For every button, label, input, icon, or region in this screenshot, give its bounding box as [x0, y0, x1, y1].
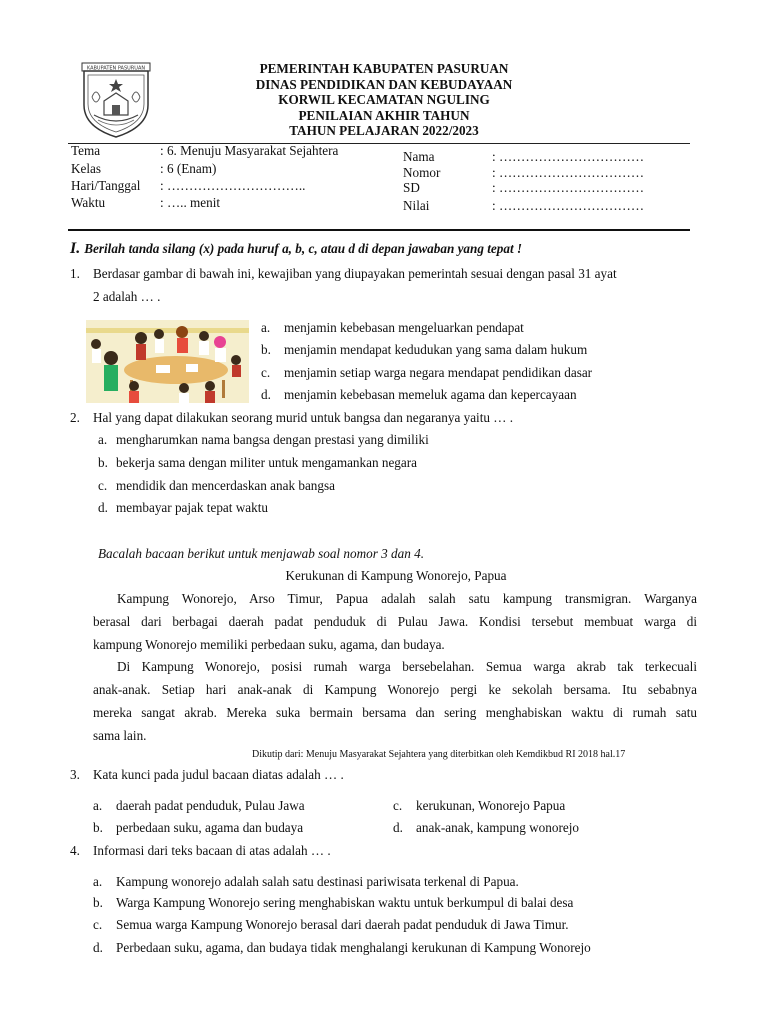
q2-option-d-letter: d.: [98, 500, 108, 515]
q2-option-b-letter: b.: [98, 455, 108, 470]
q4-number: 4.: [70, 843, 80, 858]
school-district-logo: [78, 57, 154, 139]
info-divider: [68, 229, 690, 231]
reading-p2-line-1: Di Kampung Wonorejo, posisi rumah warga bersebelahan. Semua warga akrab tak terkecuali: [117, 659, 697, 674]
q2-option-b: bekerja sama dengan militer untuk mengamankan negara: [116, 455, 417, 470]
q2-option-a: mengharumkan nama bangsa dengan prestasi yang dimiliki: [116, 432, 429, 447]
q3-option-b-letter: b.: [93, 820, 103, 835]
q3-option-c: kerukunan, Wonorejo Papua: [416, 798, 566, 813]
reading-source: Dikutip dari: Menuju Masyarakat Sejahtera yang diterbitkan oleh Kemdikbud RI 2018 hal.17: [252, 749, 626, 760]
header-line-3: KORWIL KECAMATAN NGULING: [278, 92, 490, 107]
reading-p2-line-2: anak-anak. Setiap hari anak-anak di Kampung Wonorejo pergi ke sekolah bersama. Itu sebabnya: [93, 682, 697, 697]
q4-option-c-letter: c.: [93, 917, 103, 932]
q4-option-c: Semua warga Kampung Wonorejo berasal dari daerah padat penduduk di Jawa Timur.: [116, 917, 569, 932]
reading-intro: Bacalah bacaan berikut untuk menjawab soal nomor 3 dan 4.: [98, 546, 424, 561]
info-waktu-label: Waktu: [71, 195, 106, 210]
q4-option-b: Warga Kampung Wonorejo sering menghabiskan waktu untuk berkumpul di balai desa: [116, 895, 574, 910]
info-kelas-value: : 6 (Enam): [160, 161, 217, 176]
info-nama-value: : ……………………………: [492, 149, 645, 164]
reading-p1-line-2: berasal dari berbagai daerah padat penduduk di Pulau Jawa. Kondisi tersebut membuat warga di: [93, 614, 697, 629]
q4-text: Informasi dari teks bacaan di atas adalah … .: [93, 843, 331, 858]
info-nama-label: Nama: [403, 149, 435, 164]
header-line-5: TAHUN PELAJARAN 2022/2023: [289, 123, 479, 138]
info-waktu-value: : ….. menit: [160, 195, 221, 210]
info-tema-value: : 6. Menuju Masyarakat Sejahtera: [160, 143, 339, 158]
info-nilai-label: Nilai: [403, 198, 430, 213]
q3-option-c-letter: c.: [393, 798, 403, 813]
q1-option-c: menjamin setiap warga negara mendapat pendidikan dasar: [284, 365, 593, 380]
header-line-2: DINAS PENDIDIKAN DAN KEBUDAYAAN: [255, 76, 513, 92]
q1-option-a-letter: a.: [261, 320, 271, 335]
section-instruction-text: Berilah tanda silang (x) pada huruf a, b, c, atau d di depan jawaban yang tepat !: [84, 241, 523, 256]
header-line-1: PEMERINTAH KABUPATEN PASURUAN: [259, 61, 509, 76]
info-tema-label: Tema: [71, 143, 101, 158]
logo-text: KABUPATEN PASURUAN: [86, 65, 146, 72]
header-line-4: PENILAIAN AKHIR TAHUN: [298, 107, 470, 123]
info-nomor-label: Nomor: [403, 165, 441, 180]
q2-option-c: mendidik dan mencerdaskan anak bangsa: [116, 478, 335, 493]
section-instruction: [70, 240, 522, 258]
q4-option-d-letter: d.: [93, 940, 103, 955]
q3-option-d-letter: d.: [393, 820, 403, 835]
q4-option-a: Kampung wonorejo adalah salah satu destinasi pariwisata terkenal di Papua.: [116, 874, 519, 889]
q2-number: 2.: [70, 410, 80, 425]
info-sd-label: SD: [403, 180, 420, 195]
q3-option-d: anak-anak, kampung wonorejo: [416, 820, 579, 835]
info-hari-label: Hari/Tanggal: [71, 178, 141, 193]
q3-option-a-letter: a.: [93, 798, 103, 813]
q2-option-c-letter: c.: [98, 478, 108, 493]
q1-option-d: menjamin kebebasan memeluk agama dan kepercayaan: [284, 387, 577, 402]
section-number: I.: [70, 240, 81, 257]
q1-option-c-letter: c.: [261, 365, 271, 380]
q2-text: Hal yang dapat dilakukan seorang murid untuk bangsa dan negaranya yaitu … .: [93, 410, 514, 425]
q1-number: 1.: [70, 266, 80, 281]
q1-option-d-letter: d.: [261, 387, 271, 402]
info-nomor-value: : ……………………………: [492, 165, 645, 180]
letterhead: [200, 61, 568, 139]
reading-title: Kerukunan di Kampung Wonorejo, Papua: [285, 568, 507, 583]
q1-line-2: 2 adalah … .: [93, 289, 161, 304]
q1-option-b: menjamin mendapat kedudukan yang sama dalam hukum: [284, 342, 588, 357]
info-nilai-value: : ……………………………: [492, 198, 645, 213]
reading-p1-line-3: kampung Wonorejo memiliki perbedaan suku, agama, dan budaya.: [93, 637, 445, 652]
q1-line-1: Berdasar gambar di bawah ini, kewajiban yang diupayakan pemerintah sesuai dengan pasal 31 ayat: [93, 266, 617, 281]
q1-option-a: menjamin kebebasan mengeluarkan pendapat: [284, 320, 524, 335]
q1-option-b-letter: b.: [261, 342, 271, 357]
q3-option-b: perbedaan suku, agama dan budaya: [116, 820, 304, 835]
info-sd-value: : ……………………………: [492, 180, 645, 195]
reading-p1-line-1: Kampung Wonorejo, Arso Timur, Papua adalah salah satu kampung transmigran. Warganya: [117, 591, 697, 606]
reading-p2-line-4: sama lain.: [93, 728, 147, 743]
classroom-illustration: [86, 320, 249, 403]
reading-p2-line-3: mereka sangat akrab. Mereka suka bermain bersama dan sering menghabiskan waktu di rumah satu: [93, 705, 697, 720]
q4-option-a-letter: a.: [93, 874, 103, 889]
info-kelas-label: Kelas: [71, 161, 102, 176]
info-hari-value: : …………………………..: [160, 178, 306, 193]
q3-option-a: daerah padat penduduk, Pulau Jawa: [116, 798, 305, 813]
q3-number: 3.: [70, 767, 80, 782]
q4-option-b-letter: b.: [93, 895, 103, 910]
q3-text: Kata kunci pada judul bacaan diatas adalah … .: [93, 767, 344, 782]
q2-option-a-letter: a.: [98, 432, 108, 447]
q4-option-d: Perbedaan suku, agama, dan budaya tidak menghalangi kerukunan di Kampung Wonorejo: [116, 940, 591, 955]
q2-option-d: membayar pajak tepat waktu: [116, 500, 268, 515]
